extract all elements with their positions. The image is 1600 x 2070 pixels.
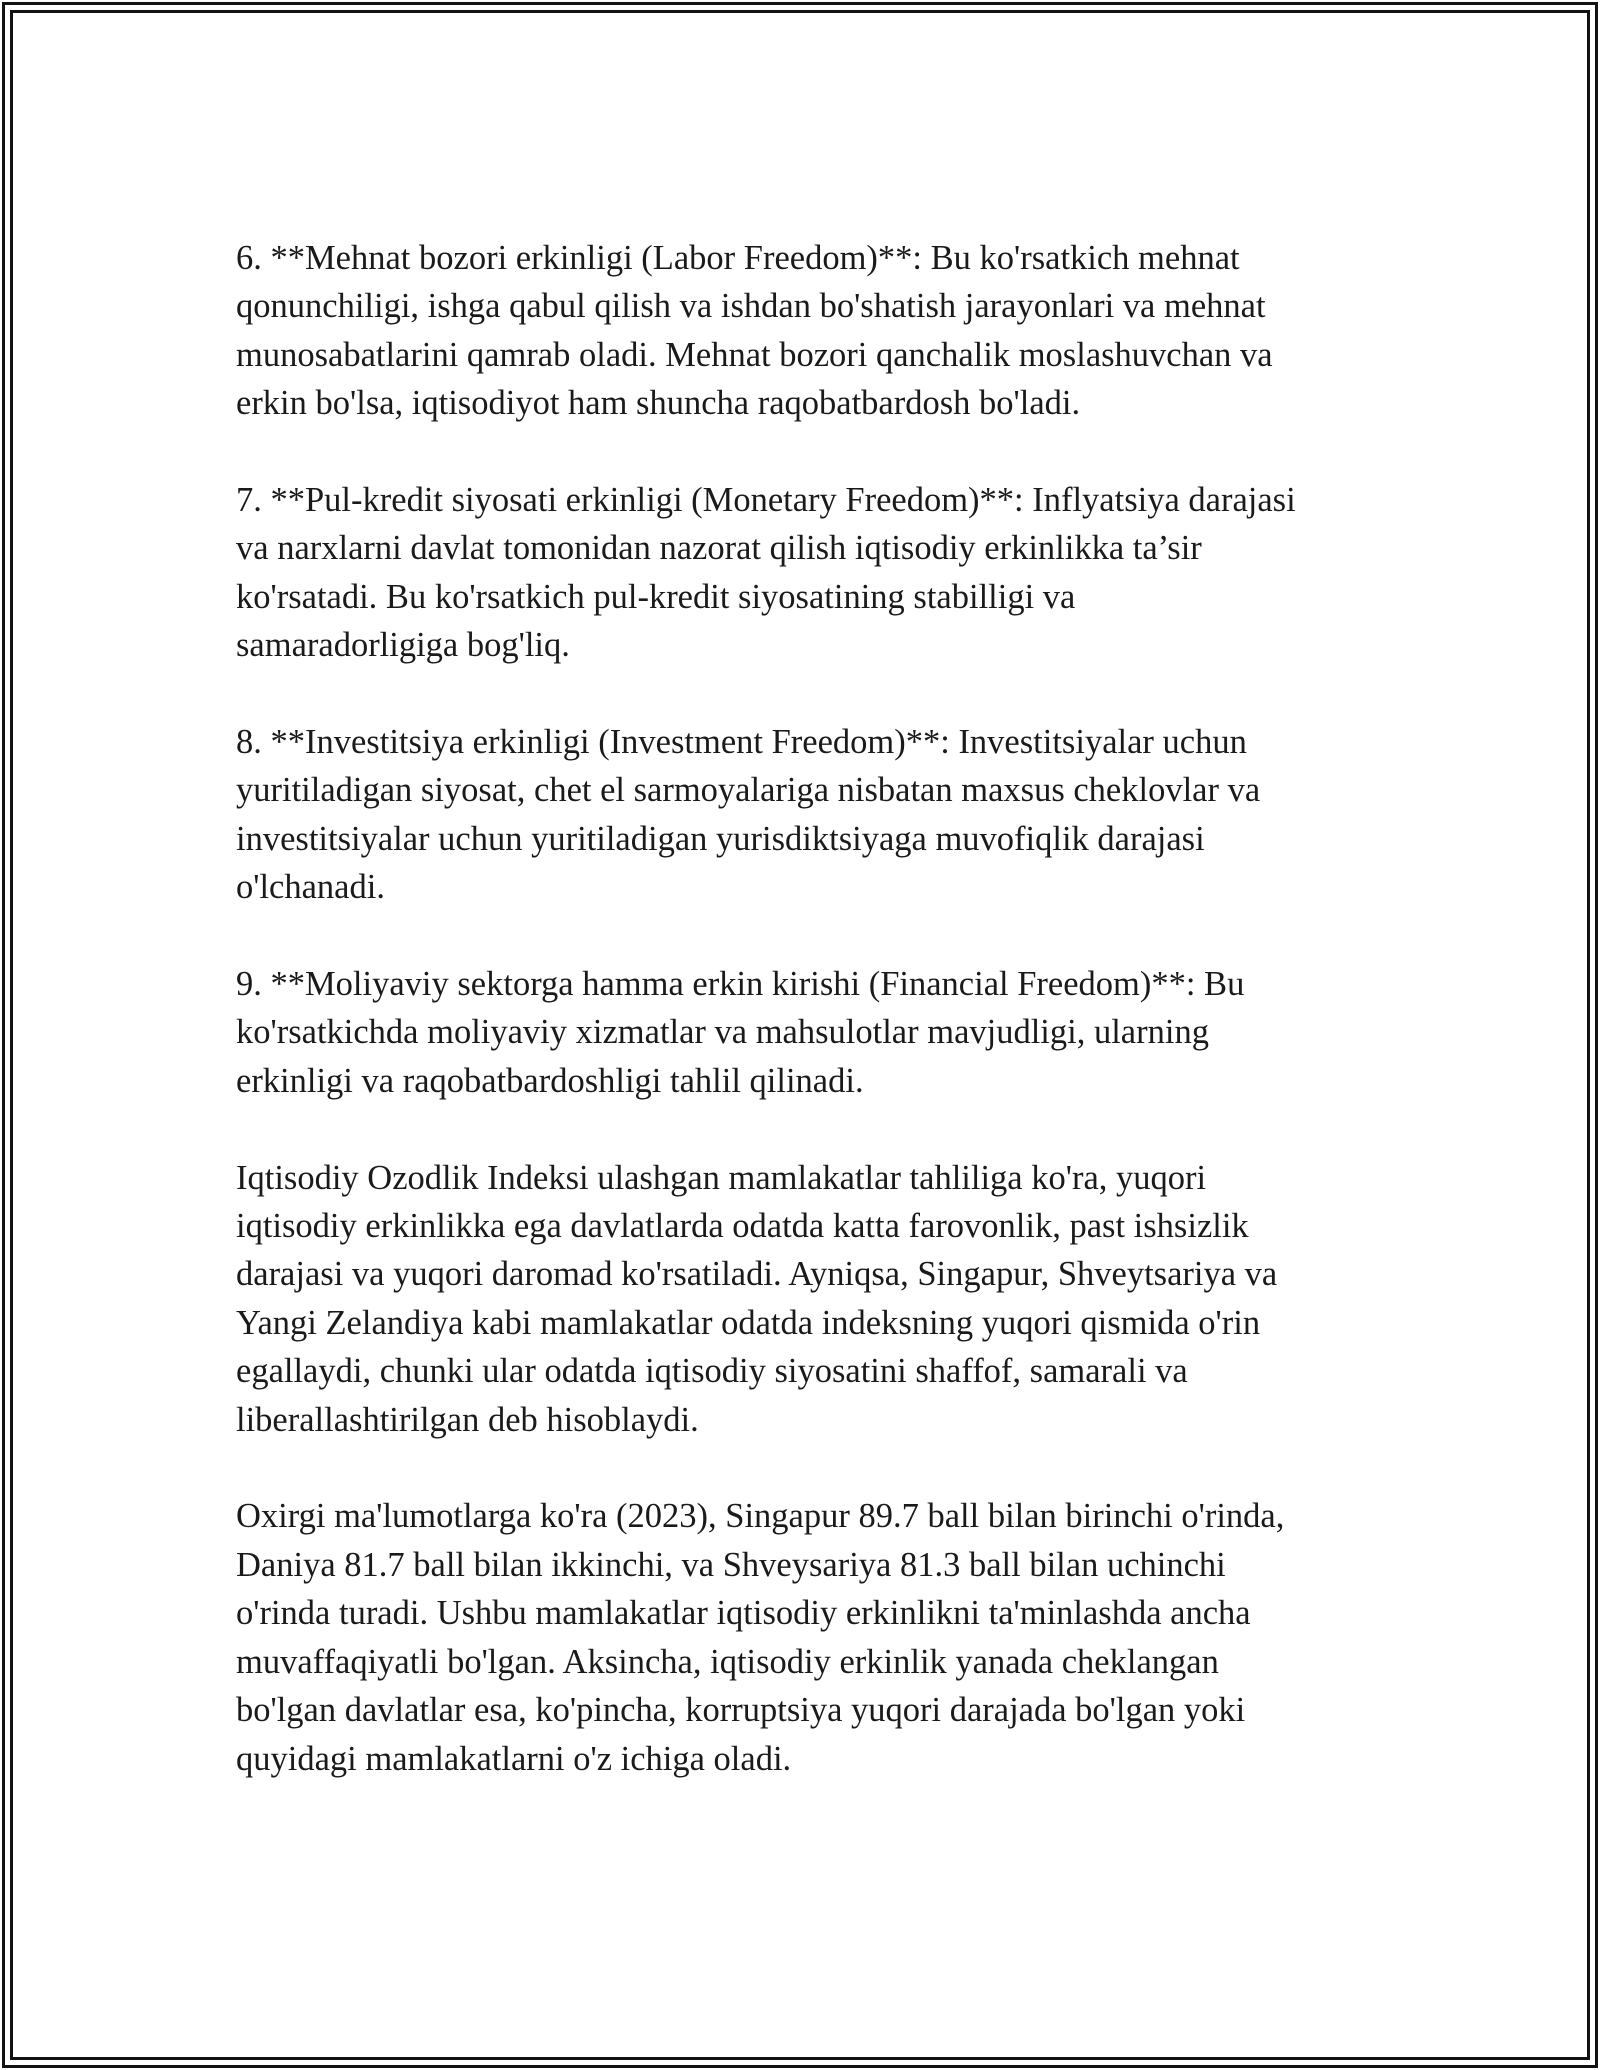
paragraph-labor-freedom: 6. **Mehnat bozori erkinligi (Labor Freedom)**: Bu ko'rsatkich mehnat qonunchiligi, ishga qabul qilish va ishdan bo'shatish jarayonlari va mehnat munosabatlarini qamrab oladi. Mehnat bozori qanchalik moslashuvchan va erkin bo'lsa, iqtisodiyot ham shuncha raqobatbardosh bo'ladi.: [236, 239, 1273, 423]
document-body: [236, 234, 1376, 1831]
paragraph-monetary-freedom: 7. **Pul-kredit siyosati erkinligi (Monetary Freedom)**: Inflyatsiya darajasi va narxlarni davlat tomonidan nazorat qilish iqtisodiy erkinlikka ta’sir ko'rsatadi. Bu ko'rsatkich pul-kredit siyosatining stabilligi va samaradorligiga bog'liq.: [236, 481, 1296, 665]
paragraph-index-analysis: Iqtisodiy Ozodlik Indeksi ulashgan mamlakatlar tahliliga ko'ra, yuqori iqtisodiy erkinlikka ega davlatlarda odatda katta farovonlik, past ishsizlik darajasi va yuqori daromad ko'rsatiladi. Ayniqsa, Singapur, Shveytsariya va Yangi Zelandiya kabi mamlakatlar odatda indeksning yuqori qismida o'rin egallaydi, chunki ular odatda iqtisodiy siyosatini shaffof, samarali va liberallashtirilgan deb hisoblaydi.: [236, 1158, 1278, 1439]
paragraph-latest-data: Oxirgi ma'lumotlarga ko'ra (2023), Singapur 89.7 ball bilan birinchi o'rinda, Daniya 81.7 ball bilan ikkinchi, va Shveysariya 81.3 ball bilan uchinchi o'rinda turadi. Ushbu mamlakatlar iqtisodiy erkinlikni ta'minlashda ancha muvaffaqiyatli bo'lgan. Aksincha, iqtisodiy erkinlik yanada cheklangan bo'lgan davlatlar esa, ko'pincha, korruptsiya yuqori darajada bo'lgan yoki quyidagi mamlakatlarni o'z ichiga oladi.: [236, 1497, 1285, 1778]
paragraph-investment-freedom: 8. **Investitsiya erkinligi (Investment Freedom)**: Investitsiyalar uchun yuritiladigan siyosat, chet el sarmoyalariga nisbatan maxsus cheklovlar va investitsiyalar uchun yuritiladigan yurisdiktsiyaga muvofiqlik darajasi o'lchanadi.: [236, 723, 1261, 907]
paragraph-financial-freedom: 9. **Moliyaviy sektorga hamma erkin kirishi (Financial Freedom)**: Bu ko'rsatkichda moliyaviy xizmatlar va mahsulotlar mavjudligi, ularning erkinligi va raqobatbardoshligi tahlil qilinadi.: [236, 965, 1245, 1100]
